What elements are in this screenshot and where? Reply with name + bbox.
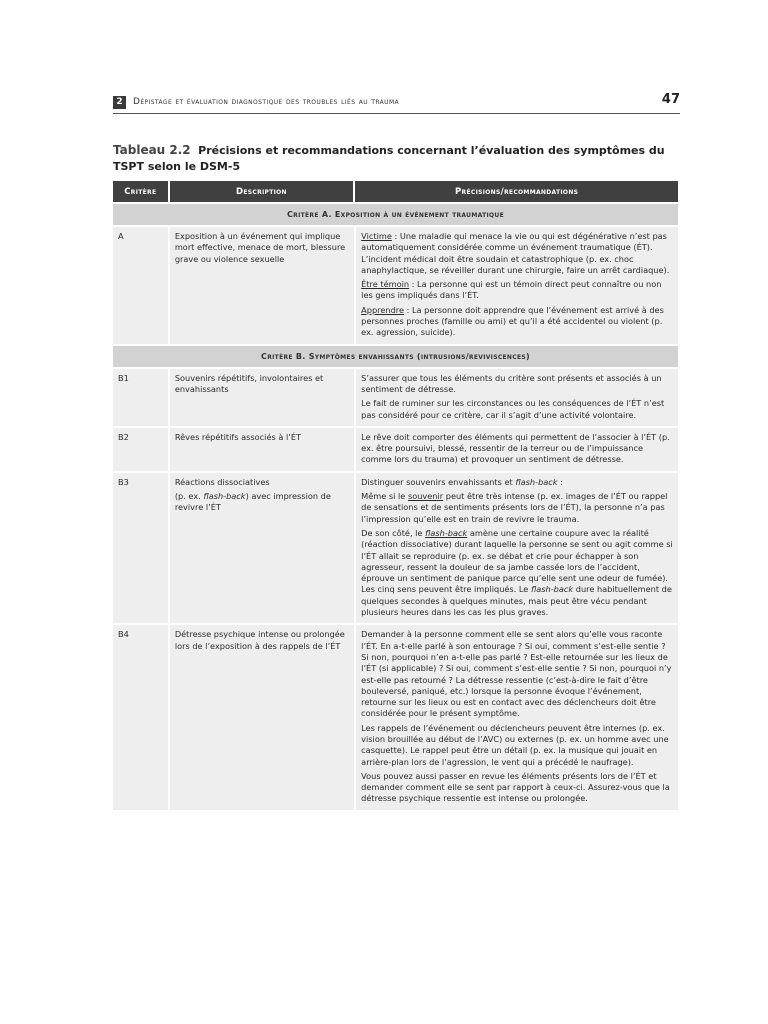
term-underlined: Victime bbox=[361, 231, 392, 241]
table-row bbox=[113, 227, 678, 344]
criterion-recommendations bbox=[356, 625, 678, 809]
recommendation-text: amène une certaine coupure avec la réalité (réaction dissociative) durant laquelle la personne se sent ou agit comme si l’ÉT allait se reproduire (p. ex. se débat et crie pour échapper à son agresseur, ressent la douleur de sa jambe cassée lors de l’accident, éprouve un sentiment de panique parce qu’elle sent une odeur de fumée). Les cinq sens peuvent être impliqués. Le bbox=[361, 527, 673, 595]
column-header-criterion: Critère bbox=[113, 181, 168, 202]
table-row bbox=[113, 369, 678, 426]
criterion-code: B3 bbox=[113, 473, 168, 624]
page-number: 47 bbox=[661, 92, 680, 107]
description-text: (p. ex. bbox=[174, 491, 204, 502]
recommendation-text: Distinguer souvenirs envahissants et bbox=[361, 476, 516, 487]
criterion-description: Souvenirs répétitifs, involontaires et envahissants bbox=[170, 369, 354, 426]
criterion-recommendations bbox=[356, 428, 678, 471]
criterion-recommendations bbox=[356, 473, 678, 624]
table-row bbox=[113, 428, 678, 471]
recommendation-text: Même si le bbox=[361, 491, 408, 502]
criterion-description: Détresse psychique intense ou prolongée lors de l’exposition à des rappels de l’ÉT bbox=[170, 625, 354, 809]
recommendation-paragraph bbox=[361, 528, 673, 618]
criterion-recommendations bbox=[356, 369, 678, 426]
section-header-criterion-a: Critère A. Exposition à un événement traumatique bbox=[113, 204, 678, 225]
criterion-code: B1 bbox=[113, 369, 168, 426]
section-header-criterion-b: Critère B. Symptômes envahissants (intrusions/reviviscences) bbox=[113, 346, 678, 367]
criterion-code: A bbox=[113, 227, 168, 344]
recommendation-text: : La personne doit apprendre que l’événement est arrivé à des personnes proches (famille ou ami) et qu’il a été accidentel ou violent (p. ex. agression, suicide). bbox=[361, 304, 664, 338]
chapter-title: Dépistage et évaluation diagnostique des troubles liés au trauma bbox=[133, 97, 400, 107]
term-underlined: Être témoin bbox=[361, 279, 410, 290]
running-header bbox=[113, 91, 680, 114]
term-underlined: Apprendre bbox=[361, 304, 404, 315]
recommendation-text: : La personne qui est un témoin direct peut connaître ou non les gens impliqués dans l’ÉT. bbox=[361, 279, 662, 301]
table-row bbox=[113, 625, 678, 809]
recommendation-paragraph bbox=[361, 231, 673, 276]
criterion-recommendations bbox=[356, 227, 678, 344]
table-caption bbox=[113, 142, 673, 175]
column-header-description: Description bbox=[170, 181, 354, 202]
recommendation-text: dure habituellement de quelques secondes à quelques minutes, mais peut être vécu pendant plusieurs heures dans les cas les plus graves. bbox=[361, 584, 672, 618]
description-line bbox=[175, 491, 349, 514]
criterion-description bbox=[170, 473, 354, 624]
term-underlined bbox=[425, 528, 467, 538]
recommendation-paragraph: Le fait de ruminer sur les circonstances ou les conséquences de l’ÉT n’est pas considéré pour ce critère, car il s’agit d’une activité volontaire. bbox=[361, 398, 665, 420]
italic-term: flash-back bbox=[425, 527, 468, 538]
table-header-row bbox=[113, 181, 678, 202]
recommendation-paragraph bbox=[361, 279, 673, 302]
recommendation-paragraph: Vous pouvez aussi passer en revue les éléments présents lors de l’ÉT et demander comment elle se sent par rapport à ceux-ci. Assurez-vous que la détresse psychique ressentie est intense ou prolongée. bbox=[361, 770, 670, 804]
recommendation-paragraph: Les rappels de l’événement ou déclencheurs peuvent être internes (p. ex. vision brouillée au début de l’AVC) ou externes (p. ex. un homme avec une casquette). Le rappel peut être un détail (p. ex. la musique qui jouait en arrière-plan lors de l’agression, le vent qui a précédé le naufrage). bbox=[361, 722, 669, 767]
recommendation-paragraph bbox=[361, 305, 673, 339]
recommendation-paragraph: S’assurer que tous les éléments du critère sont présents et associés à un sentiment de détresse. bbox=[361, 372, 662, 394]
description-line: Réactions dissociatives bbox=[174, 476, 270, 487]
recommendation-text: peut être très intense (p. ex. images de l’ÉT ou rappel de sensations et de sentiments présents lors de l’ÉT), la personne n’a pas l’impression qu’elle est en train de revivre le trauma. bbox=[361, 491, 668, 524]
recommendation-paragraph: Demander à la personne comment elle se sent alors qu’elle vous raconte l’ÉT. En a-t-elle parlé à son entourage ? Si oui, comment s’est-elle sentie ? Si non, pourquoi n’en a-t-elle pas parlé ? Est-elle retournée sur les lieux de l’ÉT (si applicable) ? Si oui, comment s’est-elle sentie ? Si non, pourquoi n’y est-elle pas retourné ? La détresse ressentie (c’est-à-dire le fait d’être bouleversé, paniqué, etc.) lorsque la personne évoque l’événement, retourne sur les lieux ou est en contact avec des déclencheurs doit être considérée pour le présent symptôme. bbox=[361, 629, 672, 719]
recommendation-text: : Une maladie qui menace la vie ou qui est dégénérative n’est pas automatiquement considérée comme un événement traumatique (ÉT). L’incident médical doit être soudain et catastrophique (p. ex. choc anaphylactique, se réveiller durant une chirurgie, faire un arrêt cardiaque). bbox=[361, 231, 670, 275]
term-underlined: souvenir bbox=[407, 491, 444, 502]
criterion-description: Rêves répétitifs associés à l’ÉT bbox=[170, 428, 354, 471]
italic-term: flash-back bbox=[515, 476, 558, 487]
recommendation-paragraph bbox=[361, 491, 673, 525]
table-caption-text: Précisions et recommandations concernant l’évaluation des symptômes du TSPT selon le DSM-5 bbox=[113, 144, 665, 173]
criterion-description: Exposition à un événement qui implique mort effective, menace de mort, blessure grave ou violence sexuelle bbox=[170, 227, 354, 344]
criterion-code: B4 bbox=[113, 625, 168, 809]
recommendation-text: : bbox=[557, 476, 563, 487]
description-text: ) avec impression de revivre l’ÉT bbox=[174, 491, 331, 513]
criterion-code: B2 bbox=[113, 428, 168, 471]
italic-term: flash-back bbox=[530, 584, 574, 595]
criteria-table bbox=[113, 181, 678, 810]
chapter-number-badge: 2 bbox=[113, 96, 126, 109]
table-label: Tableau 2.2 bbox=[113, 143, 191, 157]
recommendation-paragraph bbox=[361, 477, 673, 488]
column-header-recommendations: Précisions/recommandations bbox=[355, 181, 678, 202]
italic-term: flash-back bbox=[203, 491, 246, 502]
recommendation-paragraph: Le rêve doit comporter des éléments qui permettent de l’associer à l’ÉT (p. ex. être poursuivi, blessé, ressentir de la terreur ou de l’impuissance comme lors du trauma) et provoquer un sentiment de détresse. bbox=[361, 431, 670, 465]
table-row bbox=[113, 473, 678, 624]
recommendation-text: De son côté, le bbox=[361, 527, 426, 538]
